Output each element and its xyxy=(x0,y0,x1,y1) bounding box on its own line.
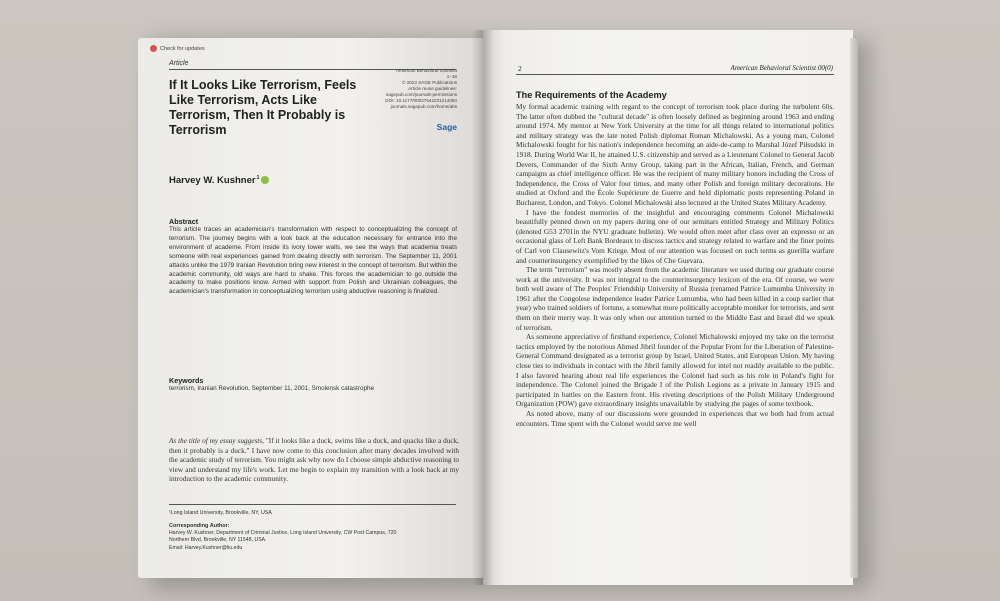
journal-meta-line: American Behavioral Scientist xyxy=(395,68,457,73)
corr-heading: Corresponding Author: xyxy=(169,523,230,529)
journal-meta-line: 1–18 xyxy=(446,74,457,79)
right-page xyxy=(483,30,853,585)
sage-logo xyxy=(400,122,457,132)
author-line xyxy=(169,175,269,186)
corr-line: Northern Blvd, Brookville, NY 11548, USA. xyxy=(169,537,267,544)
journal-meta-line: DOI: 10.1177/00027642231214093 xyxy=(385,98,457,103)
intro-paragraph xyxy=(169,437,459,485)
article-title: If It Looks Like Terrorism, Feels Like Terrorism, Acts Like Terrorism, Then It Probably is Terrorism xyxy=(169,78,357,137)
left-page xyxy=(138,38,483,578)
orcid-icon[interactable] xyxy=(261,176,269,184)
header-rule xyxy=(516,74,834,75)
author-affiliation-marker: 1 xyxy=(256,175,260,181)
footnote-rule xyxy=(169,504,456,505)
page-number: 2 xyxy=(518,64,522,73)
running-head: American Behavioral Scientist 00(0) xyxy=(730,64,833,72)
intro-italic: As the title of my essay suggests xyxy=(169,437,263,445)
sage-logo-text: Sage xyxy=(436,122,457,132)
body-paragraph: As noted above, many of our discussions were grounded in experiences that we both had from actual encounters. Time spent with the Colonel would serve me well xyxy=(516,409,834,428)
journal-meta-line: Article reuse guidelines: xyxy=(408,86,457,91)
keywords-text: terrorism, Iranian Revolution, September 11, 2001, Smolensk catastrophe xyxy=(169,385,374,392)
journal-meta xyxy=(364,68,457,110)
journal-meta-line: journals.sagepub.com/home/abs xyxy=(390,104,457,109)
affiliation: ¹Long Island University, Brookville, NY, USA xyxy=(169,510,272,516)
abstract-heading: Abstract xyxy=(169,217,199,226)
check-updates-icon xyxy=(150,45,157,52)
abstract-text: This article traces an academician's transformation with respect to conceptualizing the concept of terrorism. The journey begins with a look back at the education necessary for entrance into the environment of academe. From inside its ivory tower walls, we see the ways that academia treats someone with real experiences gained from dealing directly with terrorism. The September 11, 2001 attacks unlike the 1979 Iranian Revolution bring new interest in the concept of terrorism. But within the academic community, old ways are hard to shake. This forces the academician to go outside the academy to make positions know. Armed with support from Polish and Ukrainian colleagues, the academician's transformation in conceptualizing terrorism using abductive reasoning is finalized. xyxy=(169,226,457,296)
body-paragraph: As someone appreciative of firsthand experience, Colonel Michalowski enjoyed my take on the terrorist tactics employed by the notorious Ahmed Jibril founder of the Popular Front for the Liberation of Palestine-General Command designated as a terrorist group by Israel, United States, and European Union. My having close ties to individuals in contact with the Jibril family allowed for intel not readily available to the public. I also favored hearing about real life experiences the Colonel had such as his role in Poland's fight for independence. The Colonel joined the Brigade I of the Polish Legions as a private in January 1915 and participated in battles on the Eastern front. His riveting descriptions of the Polish Military Underground Organization (POW) gave extraordinary insights unavailable by studying the pages of some textbook. xyxy=(516,332,834,409)
check-updates-label: Check for updates xyxy=(160,45,205,52)
page-edge xyxy=(850,38,858,578)
keywords-heading: Keywords xyxy=(169,376,204,385)
body-paragraph: My formal academic training with regard to the concept of terrorism took place during the turbulent 60s. The latter often dubbed the "cultural decade" is often loosely defined as beginning around 1963 and ending around 1974. My mentor at New York University at the time for all things related to international politics and military strategy was the late noted Polish diplomat Roman Michalowski. As a young man, Colonel Michalowski fought for his nation's independence becoming an aide-de-camp to Marshal Józef Piłsudski in 1918. During World War II, he attained U.S. citizenship and served as a Lieutenant Colonel to General Jacob Devers, Commander of the Sixth Army Group, taking part in the African, Italian, French, and German campaigns as chief intelligence officer. He was the recipient of many military honors including the Cross of Independence, the Cross of Valor four times, and many other Polish and foreign military decorations. He studied at Oxford and the École Supérieure de Guerre and held diplomatic posts representing Poland in Bucharest, London, and Tokyo. Colonel Michalowski also lectured at the United States Military Academy. xyxy=(516,102,834,207)
journal-meta-line: © 2023 SAGE Publications xyxy=(402,80,457,85)
corr-line: Email: Harvey.Kushner@liu.edu xyxy=(169,544,243,551)
book-gutter xyxy=(472,30,494,585)
article-label: Article xyxy=(169,60,189,67)
body-paragraph: The term "terrorism" was mostly absent from the academic literature we used during our graduate course work at the university. It was not integral to the counterinsurgency lexicon of the era. Of course, we were both well aware of The Peoples' Friendship University of Russia (renamed Patrice Lumumba University in 1961 after the Congolese independence leader Patrice Lumumba, who had been killed in a coup earlier that year) who trained soldiers of fortune, a somewhat more politically acceptable moniker for terrorists, and sent them on their merry way. It was only when our attention turned to the Middle East and Israel did we speak of terrorism. xyxy=(516,265,834,332)
body-text xyxy=(516,102,834,428)
author-name: Harvey W. Kushner xyxy=(169,175,256,186)
journal-meta-line: sagepub.com/journals-permissions xyxy=(386,92,457,97)
corr-line: Harvey W. Kushner, Department of Criminal Justice, Long Island University, CW Post Campus, 720 xyxy=(169,530,397,537)
section-heading: The Requirements of the Academy xyxy=(516,90,667,100)
check-for-updates-badge[interactable] xyxy=(150,45,205,52)
body-paragraph: I have the fondest memories of the insightful and encouraging comments Colonel Michalowski beautifully penned down on my papers during one of our seminars entitled Strategy and Military Politics (denoted G53 2701in the NYU graduate bulletin). We would often meet after class over an expresso or an occasional glass of Left Bank Bordeaux to discuss tactics and strategy related to warfare and the finer points of Carl von Clausewitz's Vom Kriege. Most of our attention was focused on such terms as guerilla warfare and counterinsurgency exemplified by the likes of Che Guevara. xyxy=(516,207,834,265)
corresponding-author xyxy=(169,523,459,552)
intro-text: , "If it looks like a duck, swims like a duck, and quacks like a duck, then it probably is a duck." I have now come to this conclusion after many decades involved with the academic study of terrorism. You might ask why now do I choose simple abductive reasoning to view and understand my life's work. Let me begin to explain my transition with a look back at my introduction to the academic community. xyxy=(169,437,459,484)
